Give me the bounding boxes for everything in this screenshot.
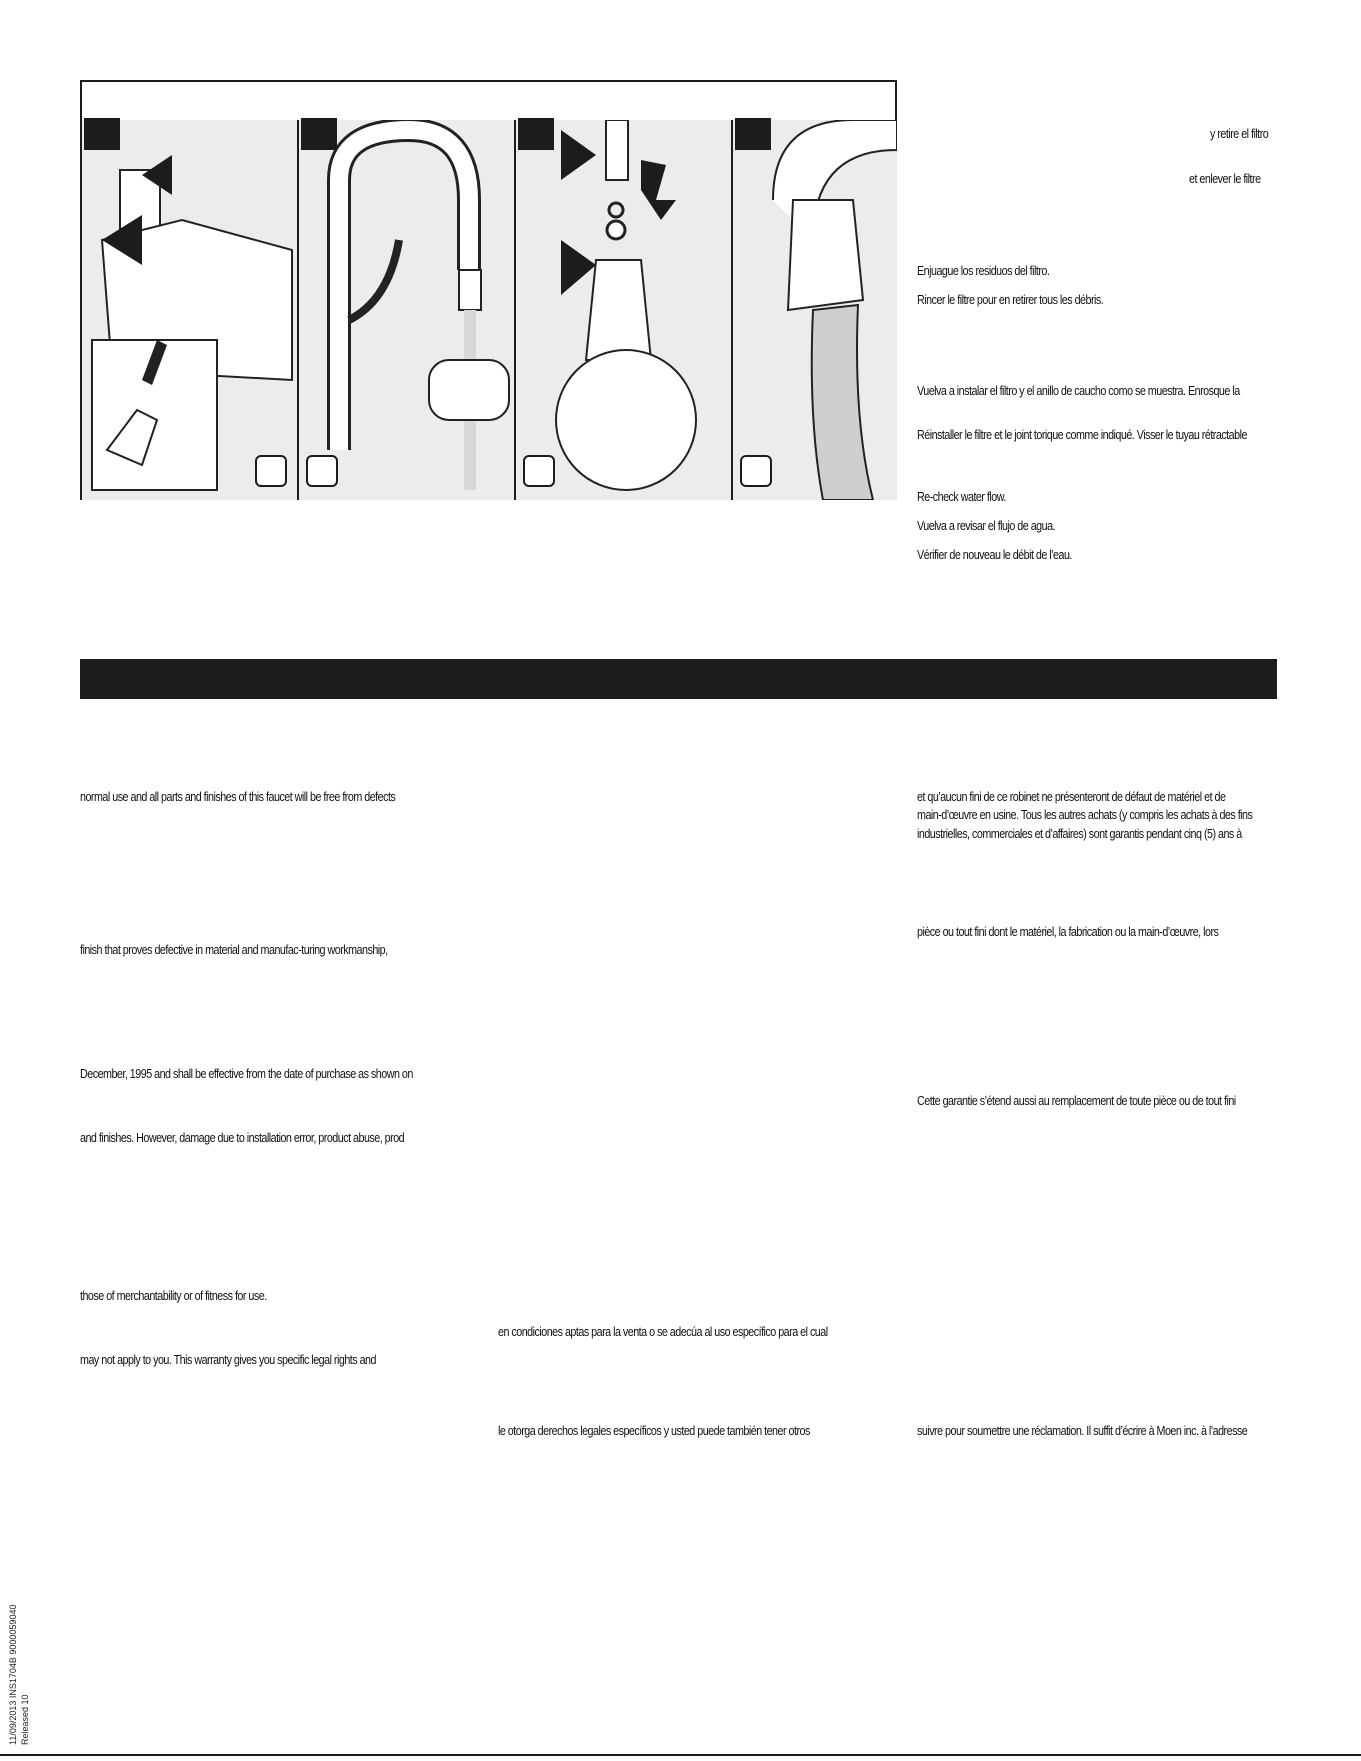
step-panel-2	[299, 120, 516, 500]
instruction-es-recheck: Vuelva a revisar el flujo de agua.	[917, 519, 1056, 533]
filter-reinstall-illustration	[516, 120, 733, 500]
sink-icon-3	[523, 455, 555, 487]
warranty-fr-line: Cette garantie s’étend aussi au remplacement de toute pièce ou de tout fini	[917, 1094, 1236, 1108]
sink-icon-2	[306, 455, 338, 487]
warranty-fr-line: industrielles, commerciales et d’affaires) sont garantis pendant cinq (5) ans à	[917, 827, 1242, 841]
page-bottom-rule	[0, 1754, 1361, 1756]
warranty-es-line: en condiciones aptas para la venta o se adecúa al uso específico para el cual	[498, 1325, 828, 1339]
step-panel-4	[733, 120, 897, 500]
warranty-en-line: may not apply to you. This warranty gives you specific legal rights and	[80, 1353, 376, 1367]
filter-removal-illustration	[82, 120, 299, 500]
warranty-fr-line: suivre pour soumettre une réclamation. Il suffit d’écrire à Moen inc. à l’adresse	[917, 1424, 1248, 1438]
warranty-fr-line: et qu’aucun fini de ce robinet ne présenteront de défaut de matériel et de	[917, 790, 1226, 804]
step-panel-1	[82, 120, 299, 500]
instruction-fr-remove-filter: et enlever le filtre	[1189, 172, 1261, 186]
step-marker-2	[301, 118, 337, 150]
instruction-es-remove-filter: y retire el filtro	[1210, 127, 1269, 141]
instruction-fr-reinstall: Réinstaller le filtre et le joint torique comme indiqué. Visser le tuyau rétractable	[917, 428, 1247, 442]
revision-note: Released 10	[20, 1694, 30, 1745]
step-panel-3	[516, 120, 733, 500]
instruction-es-rinse: Enjuague los residuos del filtro.	[917, 264, 1050, 278]
warranty-en-line: finish that proves defective in material and manufac-turing workmanship,	[80, 943, 388, 957]
warranty-en-line: those of merchantability or of fitness for use.	[80, 1289, 267, 1303]
step-marker-1	[84, 118, 120, 150]
warranty-en-line: normal use and all parts and finishes of this faucet will be free from defects	[80, 790, 396, 804]
step-marker-3	[518, 118, 554, 150]
warranty-fr-line: main-d’œuvre en usine. Tous les autres achats (y compris les achats à des fins	[917, 808, 1253, 822]
instruction-en-recheck: Re-check water flow.	[917, 490, 1006, 504]
step-marker-4	[735, 118, 771, 150]
instruction-fr-rinse: Rincer le filtre pour en retirer tous les débris.	[917, 293, 1104, 307]
sink-icon-4	[740, 455, 772, 487]
water-flow-check-illustration	[733, 120, 897, 500]
document-code: 11/09/2013 INS1704B 9000059040	[8, 1604, 18, 1745]
instruction-fr-recheck: Vérifier de nouveau le débit de l’eau.	[917, 548, 1072, 562]
warranty-es-line: le otorga derechos legales específicos y usted puede también tener otros	[498, 1424, 810, 1438]
faucet-flush-illustration	[299, 120, 516, 500]
warranty-en-line: and finishes. However, damage due to installation error, product abuse, prod	[80, 1131, 405, 1145]
instruction-es-reinstall: Vuelva a instalar el filtro y el anillo de caucho como se muestra. Enrosque la	[917, 384, 1240, 398]
warranty-en-line: December, 1995 and shall be effective from the date of purchase as shown on	[80, 1067, 413, 1081]
illustration-frame	[80, 80, 897, 500]
warranty-header-bar	[80, 659, 1277, 699]
warranty-fr-line: pièce ou tout fini dont le matériel, la fabrication ou la main-d’œuvre, lors	[917, 925, 1219, 939]
sink-icon-1	[255, 455, 287, 487]
